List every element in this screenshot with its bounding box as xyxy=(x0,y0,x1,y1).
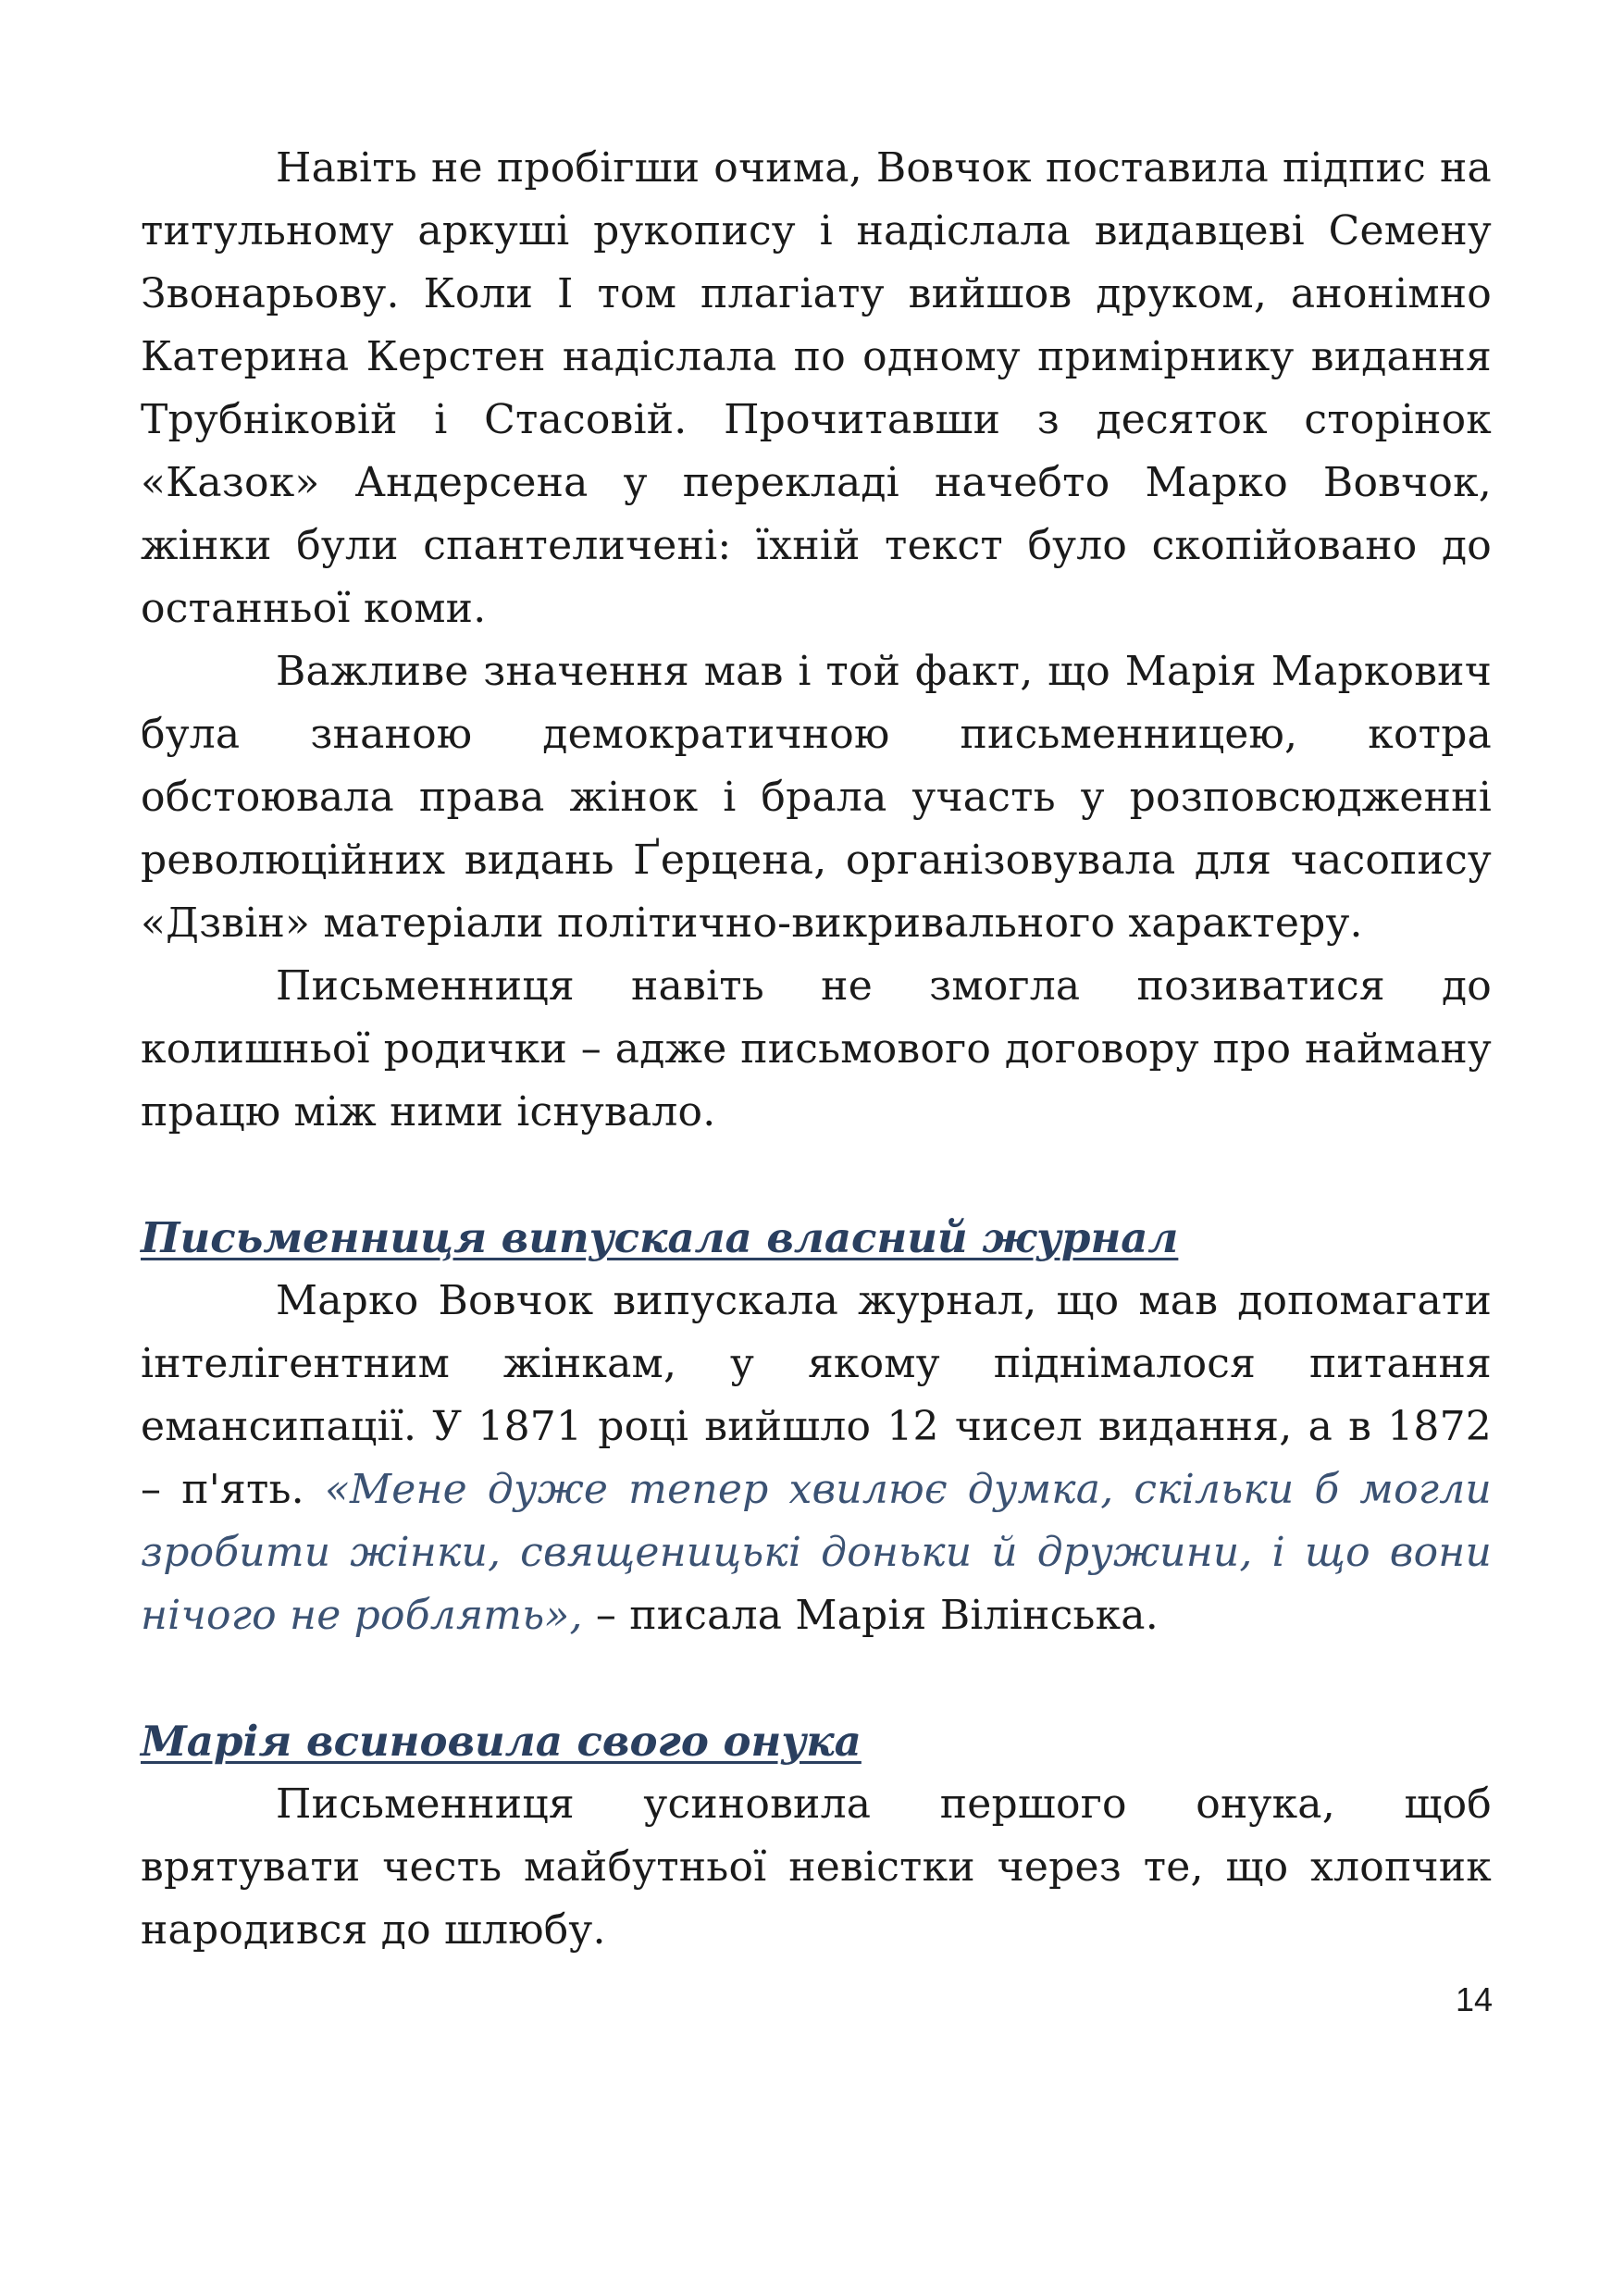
journal-text: Марко Вовчок випускала журнал, що мав допомагати інтелігентним жінкам, у якому піднімалося питання емансипації. У 1871 році вийшло 12 чисел видання, а в 1872 – п'ять. xyxy=(141,1277,1492,1513)
section-heading-journal: Письменниця випускала власний журнал xyxy=(141,1213,1179,1262)
section-spacer xyxy=(141,1647,1492,1710)
journal-quote: «Мене дуже тепер хвилює думка, скільки б могли зробити жінки, священицькі доньки й дружини, і що вони нічого не роблять», xyxy=(141,1466,1492,1639)
journal-attribution: – писала Марія Вілінська. xyxy=(582,1592,1159,1639)
paragraph-no-contract: Письменниця навіть не змогла позиватися до колишньої родички – адже письмового договору про найману працю між ними існувало. xyxy=(141,962,1492,1136)
document-page xyxy=(141,137,1492,1962)
paragraph-journal xyxy=(141,1270,1492,1647)
section-heading-adoption: Марія всиновила свого онука xyxy=(141,1717,862,1766)
paragraph-plagiarism: Навіть не пробігши очима, Вовчок поставила підпис на титульному аркуші рукопису і надіслала видавцеві Семену Звонарьову. Коли I том плагіату вийшов друком, анонімно Катерина Керстен надіслала по одному примірнику видання Трубніковій і Стасовій. Прочитавши з десяток сторінок «Казок» Андерсена у перекладі начебто Марко Вовчок, жінки були спантеличені: їхній текст було скопійовано до останньої коми. xyxy=(141,144,1492,632)
paragraph-adoption: Письменниця усиновила першого онука, щоб врятувати честь майбутньої невістки через те, що хлопчик народився до шлюбу. xyxy=(141,1781,1492,1954)
page-number: 14 xyxy=(1455,1980,1493,2018)
paragraph-democratic-writer: Важливе значення мав і той факт, що Марія Маркович була знаною демократичною письменницею, котра обстоювала права жінок і брала участь у розповсюдженні революційних видань Ґерцена, організовувала для часопису «Дзвін» матеріали політично-викривального характеру. xyxy=(141,648,1492,947)
section-spacer xyxy=(141,1144,1492,1207)
